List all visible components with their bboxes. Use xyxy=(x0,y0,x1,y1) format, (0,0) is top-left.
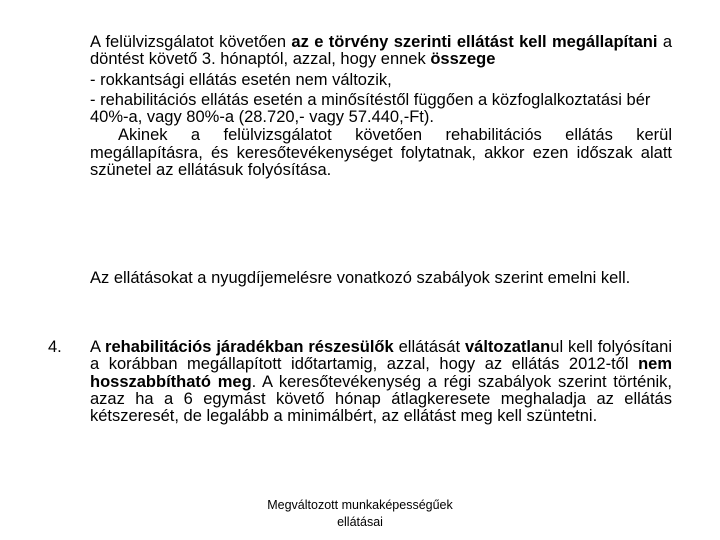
text-item4-bold-not-extendable: nem hosszabbítható meg xyxy=(90,355,672,391)
text-block-item-4 xyxy=(90,339,672,425)
paragraph-review-intro xyxy=(90,34,672,69)
text-intro-plain: A felülvizsgálatot követően xyxy=(90,33,292,51)
text-intro-amount: összege xyxy=(430,50,496,69)
bullet-rehabilitation: - rehabilitációs ellátás esetén a minősítéstől függően a közfoglalkoztatási bér 40%-a, vagy 80%-a (28.720,- vagy 57.440,-Ft). xyxy=(90,90,651,127)
footer-line-1: Megváltozott munkaképességűek xyxy=(267,498,453,512)
paragraph-suspension: Akinek a felülvizsgálatot követően rehabilitációs ellátás kerül megállapításra, és keresőtevékenységet folytatnak, akkor ezen időszak alatt szünetel az ellátásuk folyósítása. xyxy=(90,126,672,180)
footer-line-2: ellátásai xyxy=(337,515,383,529)
bullet-disability: - rokkantsági ellátás esetén nem változik, xyxy=(90,70,392,89)
text-item4-c: ul kell folyósítani a korábban megállapított időtartamig, azzal, hogy az ellátás 2012-től xyxy=(90,338,673,374)
text-intro-continuation: a döntést követő 3. hónaptól, azzal, hogy ennek xyxy=(90,33,673,69)
paragraph-indexation: Az ellátásokat a nyugdíjemelésre vonatkozó szabályok szerint emelni kell. xyxy=(90,269,631,287)
footer xyxy=(230,497,490,531)
text-item4-b: ellátását xyxy=(393,338,465,356)
text-block-indexation xyxy=(90,270,672,287)
text-intro-bold: az e törvény szerinti ellátást kell megállapítani xyxy=(291,33,658,51)
text-item4-a: A xyxy=(90,338,106,356)
text-item4-bold-unchanged: változatlan xyxy=(464,338,551,356)
text-block-review xyxy=(90,34,672,179)
paragraph-item-4 xyxy=(90,339,672,425)
item-number: 4. xyxy=(48,338,62,356)
text-item4-d: . A keresőtevékenység a régi szabályok szerint történik, azaz ha a 6 egymást követő hónap átlagkeresete meghaladja az ellátás kétszeresét, de legalább a minimálbért, az ellátást meg kell szüntetni. xyxy=(90,372,672,426)
text-item4-bold-recipients: rehabilitációs járadékban részesülők xyxy=(105,338,394,356)
